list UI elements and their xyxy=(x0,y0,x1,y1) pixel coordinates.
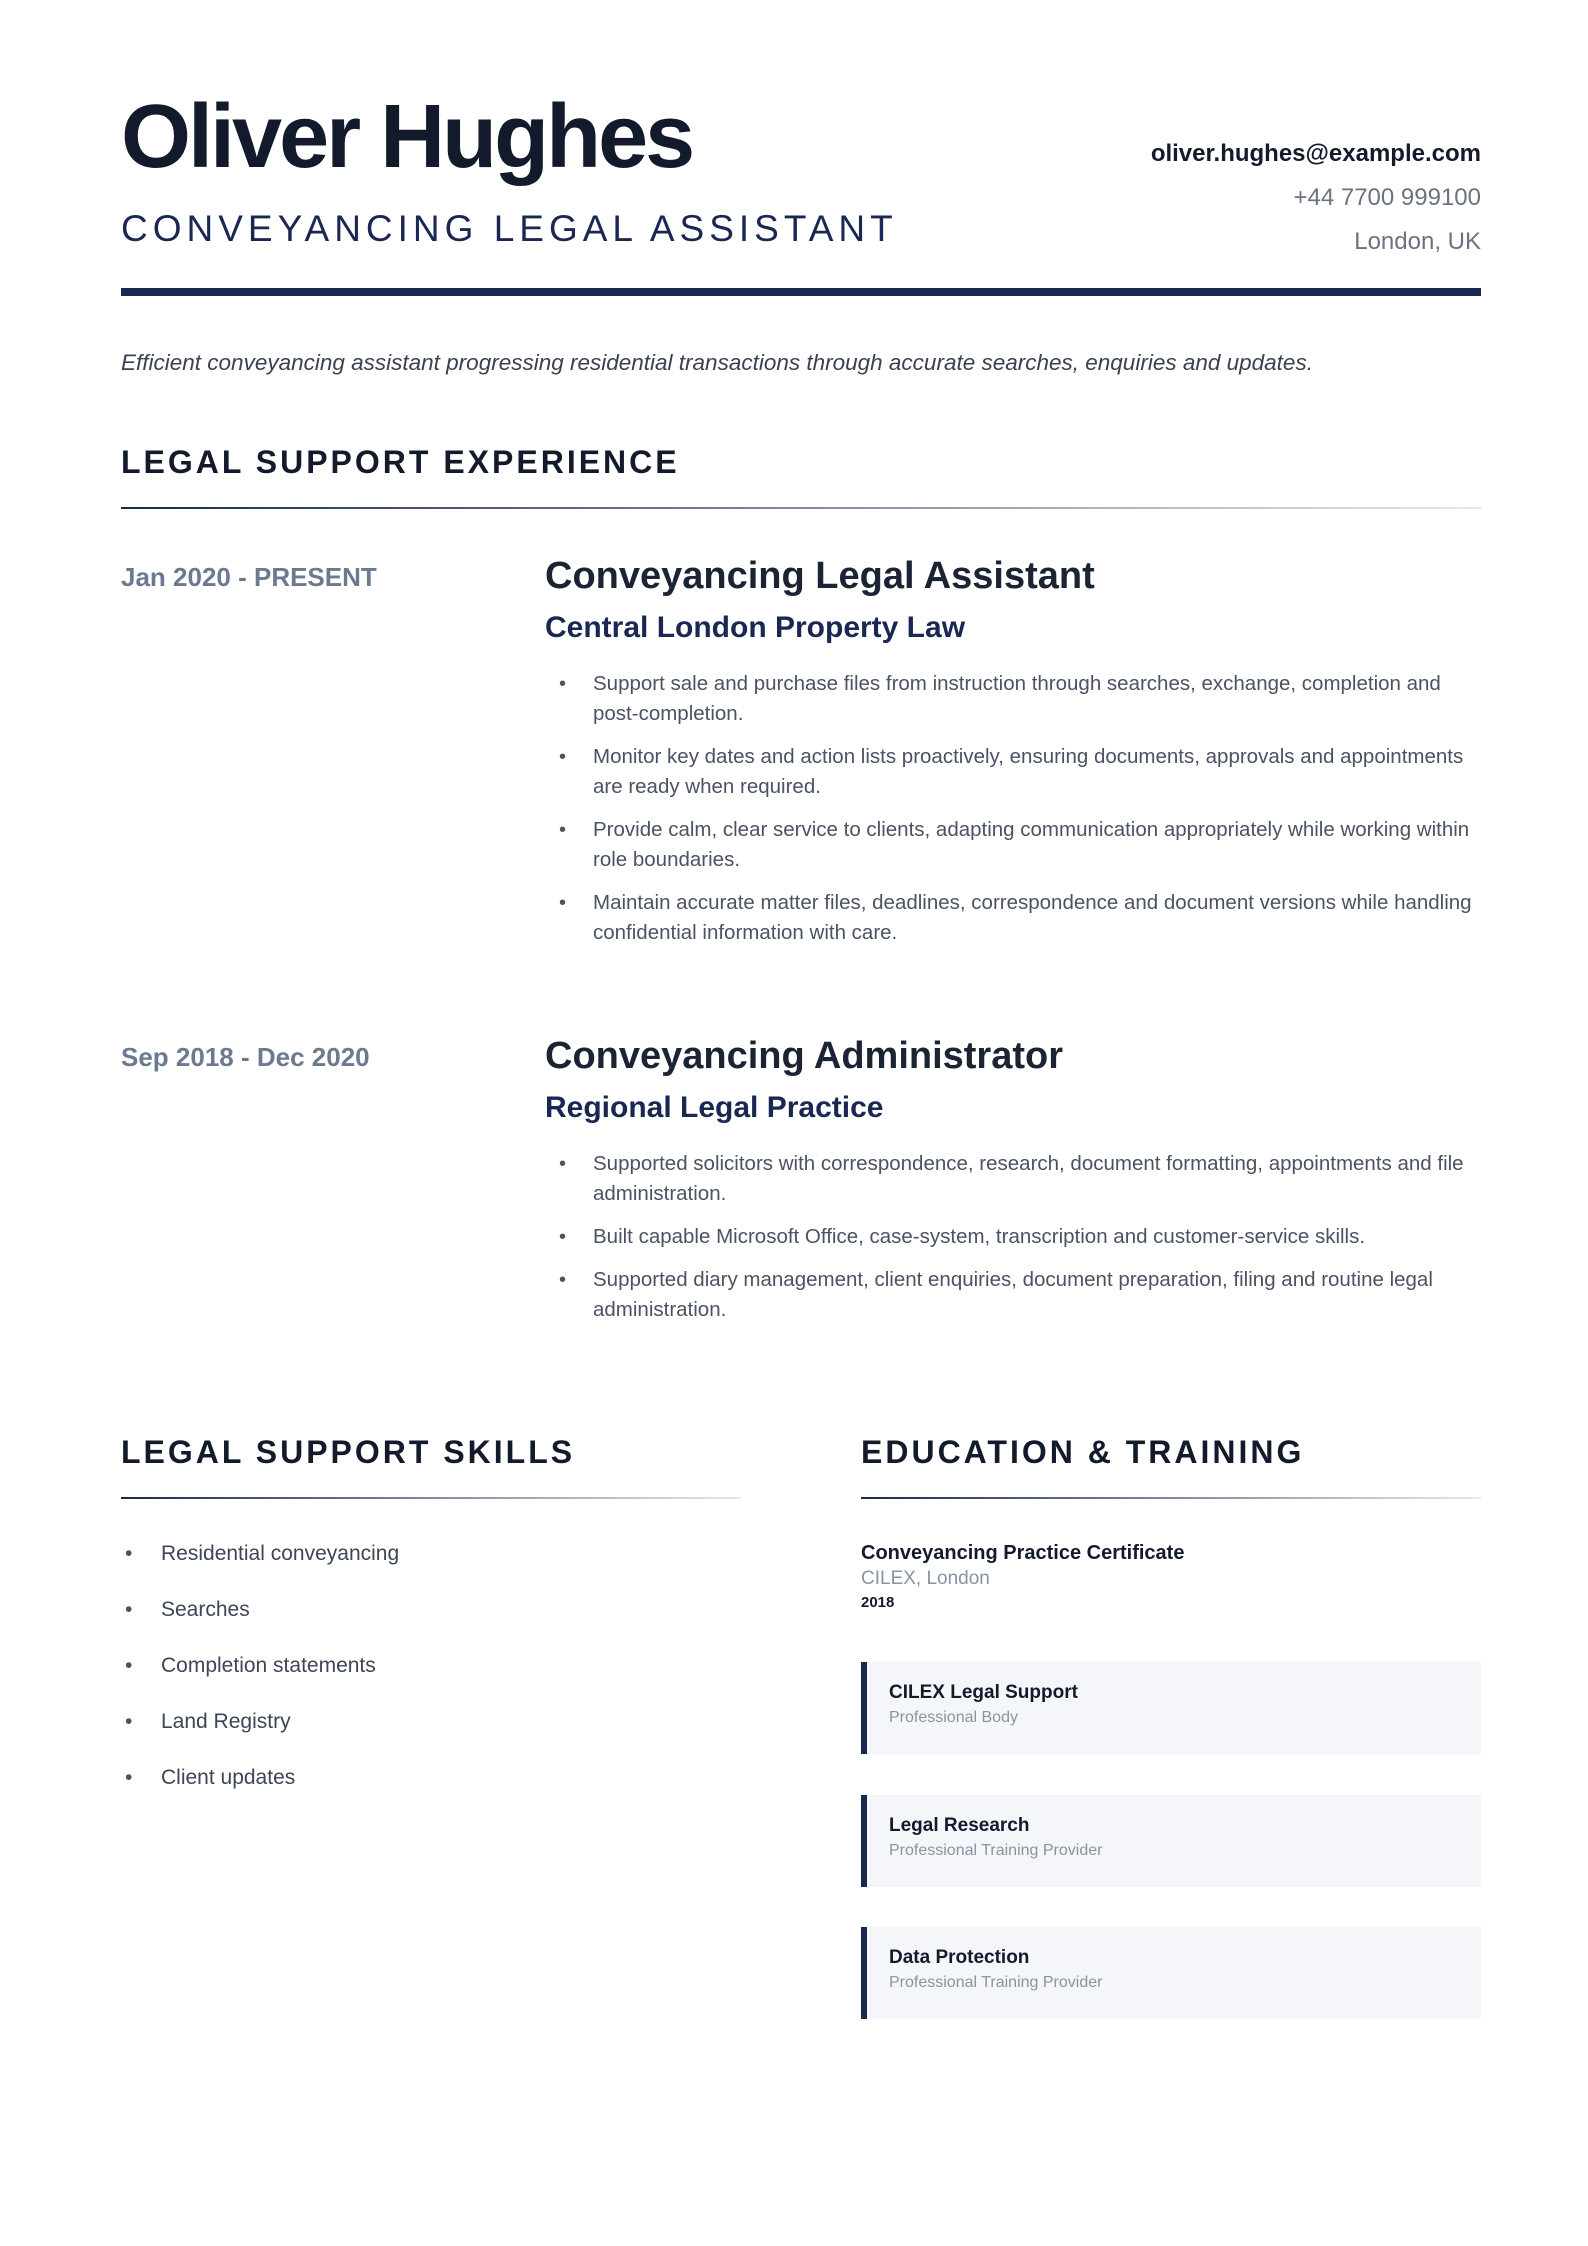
job-dates: Jan 2020 - PRESENT xyxy=(121,562,377,592)
skill-item: • Residential conveyancing xyxy=(121,1540,399,1568)
certification-name: CILEX Legal Support xyxy=(889,1682,1078,1703)
certification-name: Data Protection xyxy=(889,1947,1030,1968)
job-entry xyxy=(545,557,1481,961)
job-bullet: • Supported diary management, client enquiries, document preparation, filing and routine legal administration. xyxy=(545,1265,1481,1325)
location-text: London, UK xyxy=(1354,228,1481,255)
job-bullets xyxy=(545,1149,1481,1325)
candidate-name: Oliver Hughes xyxy=(121,87,693,187)
degree-name: Conveyancing Practice Certificate xyxy=(861,1542,1185,1564)
certification-name: Legal Research xyxy=(889,1815,1030,1836)
email-text: oliver.hughes@example.com xyxy=(1150,140,1481,167)
experience-heading: LEGAL SUPPORT EXPERIENCE xyxy=(121,444,680,480)
skill-item: • Completion statements xyxy=(121,1652,399,1680)
job-title: Conveyancing Administrator xyxy=(545,1035,1064,1077)
job-bullet: • Built capable Microsoft Office, case-system, transcription and customer-service skills. xyxy=(545,1222,1481,1252)
job-bullet: • Monitor key dates and action lists proactively, ensuring documents, approvals and appointments are ready when required. xyxy=(545,742,1481,802)
job-bullet: • Support sale and purchase files from instruction through searches, exchange, completion and post-completion. xyxy=(545,669,1481,729)
skill-item: • Searches xyxy=(121,1596,399,1624)
job-bullet: • Maintain accurate matter files, deadlines, correspondence and document versions while handling confidential information with care. xyxy=(545,888,1481,948)
skill-item: • Land Registry xyxy=(121,1708,399,1736)
job-bullet: • Supported solicitors with correspondence, research, document formatting, appointments and file administration. xyxy=(545,1149,1481,1209)
job-title-heading: CONVEYANCING LEGAL ASSISTANT xyxy=(121,208,898,249)
certification-card xyxy=(861,1927,1481,2019)
skills-list xyxy=(121,1540,399,1820)
summary-text: Efficient conveyancing assistant progressing residential transactions through accurate searches, enquiries and updates. xyxy=(121,350,1313,375)
job-bullets xyxy=(545,669,1481,948)
header-divider xyxy=(121,288,1481,296)
certification-org: Professional Training Provider xyxy=(889,1842,1103,1859)
job-title: Conveyancing Legal Assistant xyxy=(545,555,1095,597)
institution-name: CILEX, London xyxy=(861,1568,990,1589)
job-dates: Sep 2018 - Dec 2020 xyxy=(121,1042,370,1072)
phone-text: +44 7700 999100 xyxy=(1293,184,1481,211)
skill-item: • Client updates xyxy=(121,1764,399,1792)
job-entry xyxy=(545,1037,1481,1338)
certification-card xyxy=(861,1795,1481,1887)
job-bullet: • Provide calm, clear service to clients, adapting communication appropriately while working within role boundaries. xyxy=(545,815,1481,875)
experience-divider xyxy=(121,507,1481,509)
certification-card xyxy=(861,1662,1481,1754)
company-name: Central London Property Law xyxy=(545,611,966,644)
company-name: Regional Legal Practice xyxy=(545,1091,884,1124)
education-year: 2018 xyxy=(861,1594,895,1611)
certification-org: Professional Body xyxy=(889,1709,1018,1726)
education-heading: EDUCATION & TRAINING xyxy=(861,1434,1305,1470)
certification-org: Professional Training Provider xyxy=(889,1974,1103,1991)
skills-heading: LEGAL SUPPORT SKILLS xyxy=(121,1434,576,1470)
skills-divider xyxy=(121,1497,741,1499)
education-entry xyxy=(861,1540,1481,1614)
education-divider xyxy=(861,1497,1481,1499)
contact-block xyxy=(1151,132,1481,264)
resume-header xyxy=(121,87,1481,292)
